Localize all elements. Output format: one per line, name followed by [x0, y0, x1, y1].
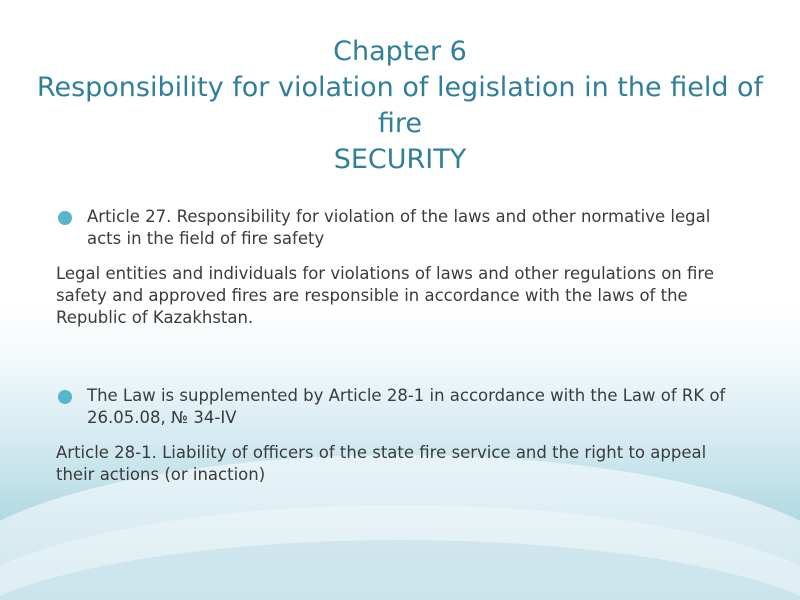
bullet-item — [56, 385, 746, 429]
slide-content — [56, 206, 746, 486]
bullet-item — [56, 206, 746, 250]
bullet-dot-icon — [58, 211, 72, 225]
paragraph-text: Legal entities and individuals for violations of laws and other regulations on fire safety and approved fires are responsible in accordance with the laws of the Republic of Kazakhstan. — [56, 264, 714, 327]
bullet-dot-icon — [58, 390, 72, 404]
title-line-chapter: Chapter 6 — [333, 36, 467, 67]
paragraph-text: Article 28-1. Liability of officers of the state fire service and the right to appeal their actions (or inaction) — [56, 443, 707, 484]
bullet-text: Article 27. Responsibility for violation of the laws and other normative legal acts in the field of fire safety — [87, 207, 711, 248]
slide-title — [30, 34, 770, 178]
title-line-security: SECURITY — [333, 144, 467, 175]
bullet-text: The Law is supplemented by Article 28-1 in accordance with the Law of RK of 26.05.08, № 34-IV — [87, 386, 726, 427]
title-line-subject: Responsibility for violation of legislation in the field of fire — [36, 72, 764, 139]
